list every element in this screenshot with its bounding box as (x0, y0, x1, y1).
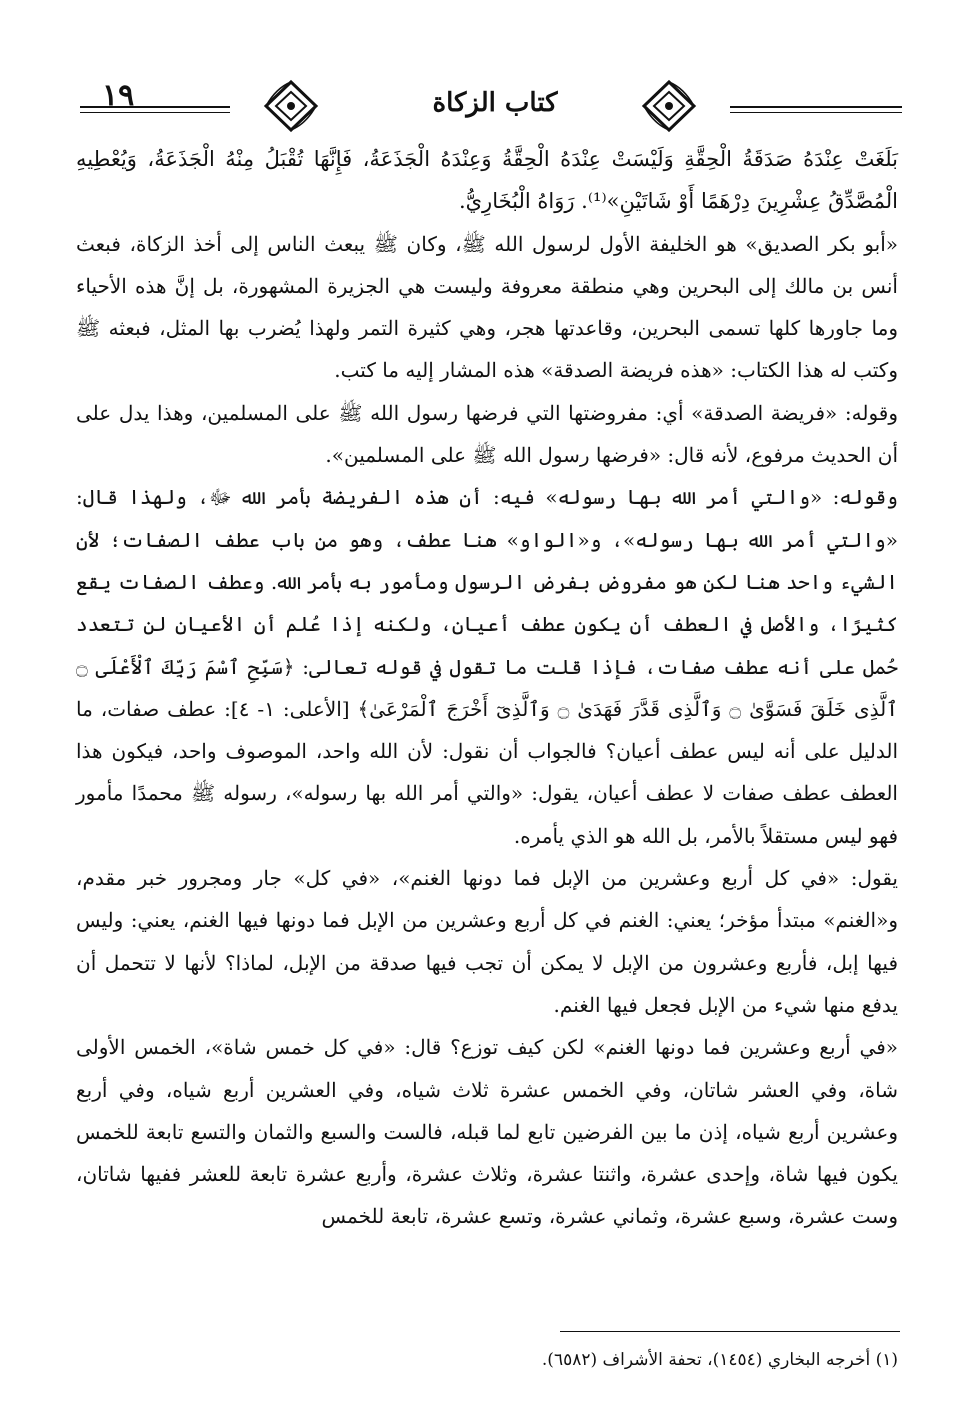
page-body (76, 138, 898, 1238)
ornament-left-icon (262, 78, 320, 134)
header-rule-right (730, 106, 902, 108)
paragraph: «أبو بكر الصديق» هو الخليفة الأول لرسول الله ﷺ، وكان ﷺ يبعث الناس إلى أخذ الزكاة، فبعث أنس بن مالك إلى البحرين وهي منطقة معروفة وليست هي الجزيرة المشهورة، بل إنَّ هذه الأحياء وما جاورها كلها تسمى البحرين، وقاعدتها هجر، وهي كثيرة التمر ولهذا يُضرب بها المثل، فبعثه ﷺ وكتب له هذا الكتاب: «هذه فريضة الصدقة» هذه المشار إليه ما كتب. (76, 231, 898, 383)
ornament-right-icon (640, 78, 698, 134)
paragraph: وقوله: «فريضة الصدقة» أي: مفروضتها التي فرضها رسول الله ﷺ على المسلمين، وهذا يدل على أن الحديث مرفوع، لأنه قال: «فرضها رسول الله ﷺ على المسلمين». (76, 400, 898, 468)
page-number: ١٩ (102, 78, 135, 113)
footnote: (١) أخرجه البخاري (١٤٥٤)، تحفة الأشراف (٦٥٨٢). (541, 1350, 898, 1370)
book-title: كتاب الزكاة (432, 88, 558, 118)
page-header (80, 72, 902, 134)
footnote-divider (560, 1331, 900, 1332)
paragraph: «في أربع وعشرين فما دونها الغنم» لكن كيف توزع؟ قال: «في كل خمس شاة»، الخمس الأولى شاة، وفي العشر شاتان، وفي الخمس عشرة ثلاث شياه، وفي العشرين أربع شياه، وفي أربع وعشرين أربع شياه، إذن ما بين الفرضين تابع لما قبله، فالست والسبع والثمان والتسع تابعة للخمس يكون فيها شاة، وإحدى عشرة، واثنتا عشرة، وثلاث عشرة، وأربع عشرة تابعة للعشر ففيها شاتان، وست عشرة، وسبع عشرة، وثماني عشرة، وتسع عشرة، تابعة للخمس (76, 1035, 898, 1229)
paragraph: وقوله: «والتي أمر الله بها رسوله» فيه: أن هذه الفريضة بأمر الله ﷻ، ولهذا قال: «والتي أمر الله بها رسوله»، و«الواو» هنا عطف، وهو من باب عطف الصفات؛ لأن الشيء واحد هنا لكن هو مفروض بفرض الرسول ومأمور به بأمر الله. وعطف الصفات يقع كثيرًا، والأصل في العطف أن يكون عطف أعيان، ولكنه إذا عُلم أن الأعيان لن تتعدد حُمل على أنه عطف صفات، فإذا قلت ما تقول في قوله تعالى: ﴿سَبِّحِ ٱسْمَ رَبِّكَ ٱلْأَعْلَى ۝ ٱلَّذِى خَلَقَ فَسَوَّىٰ ۝ وَٱلَّذِى قَدَّرَ فَهَدَىٰ ۝ وَٱلَّذِىٓ أَخْرَجَ ٱلْمَرْعَىٰ﴾ [الأعلى: ١- ٤]: عطف صفات، ما الدليل على أنه ليس عطف أعيان؟ فالجواب أن نقول: لأن الله واحد، الموصوف واحد، فيكون هذا العطف عطف صفات لا عطف أعيان، يقول: «والتي أمر الله بها رسوله»، رسوله ﷺ محمدًا مأمور فهو ليس مستقلاً بالأمر، بل الله هو الذي يأمره. (76, 485, 898, 848)
paragraph: يقول: «في كل أربع وعشرين من الإبل فما دونها الغنم»، «في كل» جار ومجرور خبر مقدم، و«الغنم» مبتدأ مؤخر؛ يعني: الغنم في كل أربع وعشرين من الإبل فما دونها فيها الغنم، يعني: وليس فيها إبل، فأربع وعشرون من الإبل لا يمكن أن تجب فيها صدقة من الإبل، لماذا؟ لأنها لا تتحمل أن يدفع منها شيء من الإبل فجعل فيها الغنم. (76, 866, 899, 1017)
hadith-continuation: بَلَغَتْ عِنْدَهُ صَدَقَةُ الْحِقَّةِ وَلَيْسَتْ عِنْدَهُ الْحِقَّةُ وَعِنْدَهُ الْجَذَعَةُ، فَإِنَّهَا تُقْبَلُ مِنْهُ الْجَذَعَةُ، وَيُعْطِيهِ الْمُصَّدِّقُ عِشْرِينَ دِرْهَمًا أَوْ شَاتَيْنِ»⁽¹⁾. رَوَاهُ الْبُخَارِيُّ. (76, 147, 898, 214)
header-rule-right-thin (730, 112, 902, 113)
